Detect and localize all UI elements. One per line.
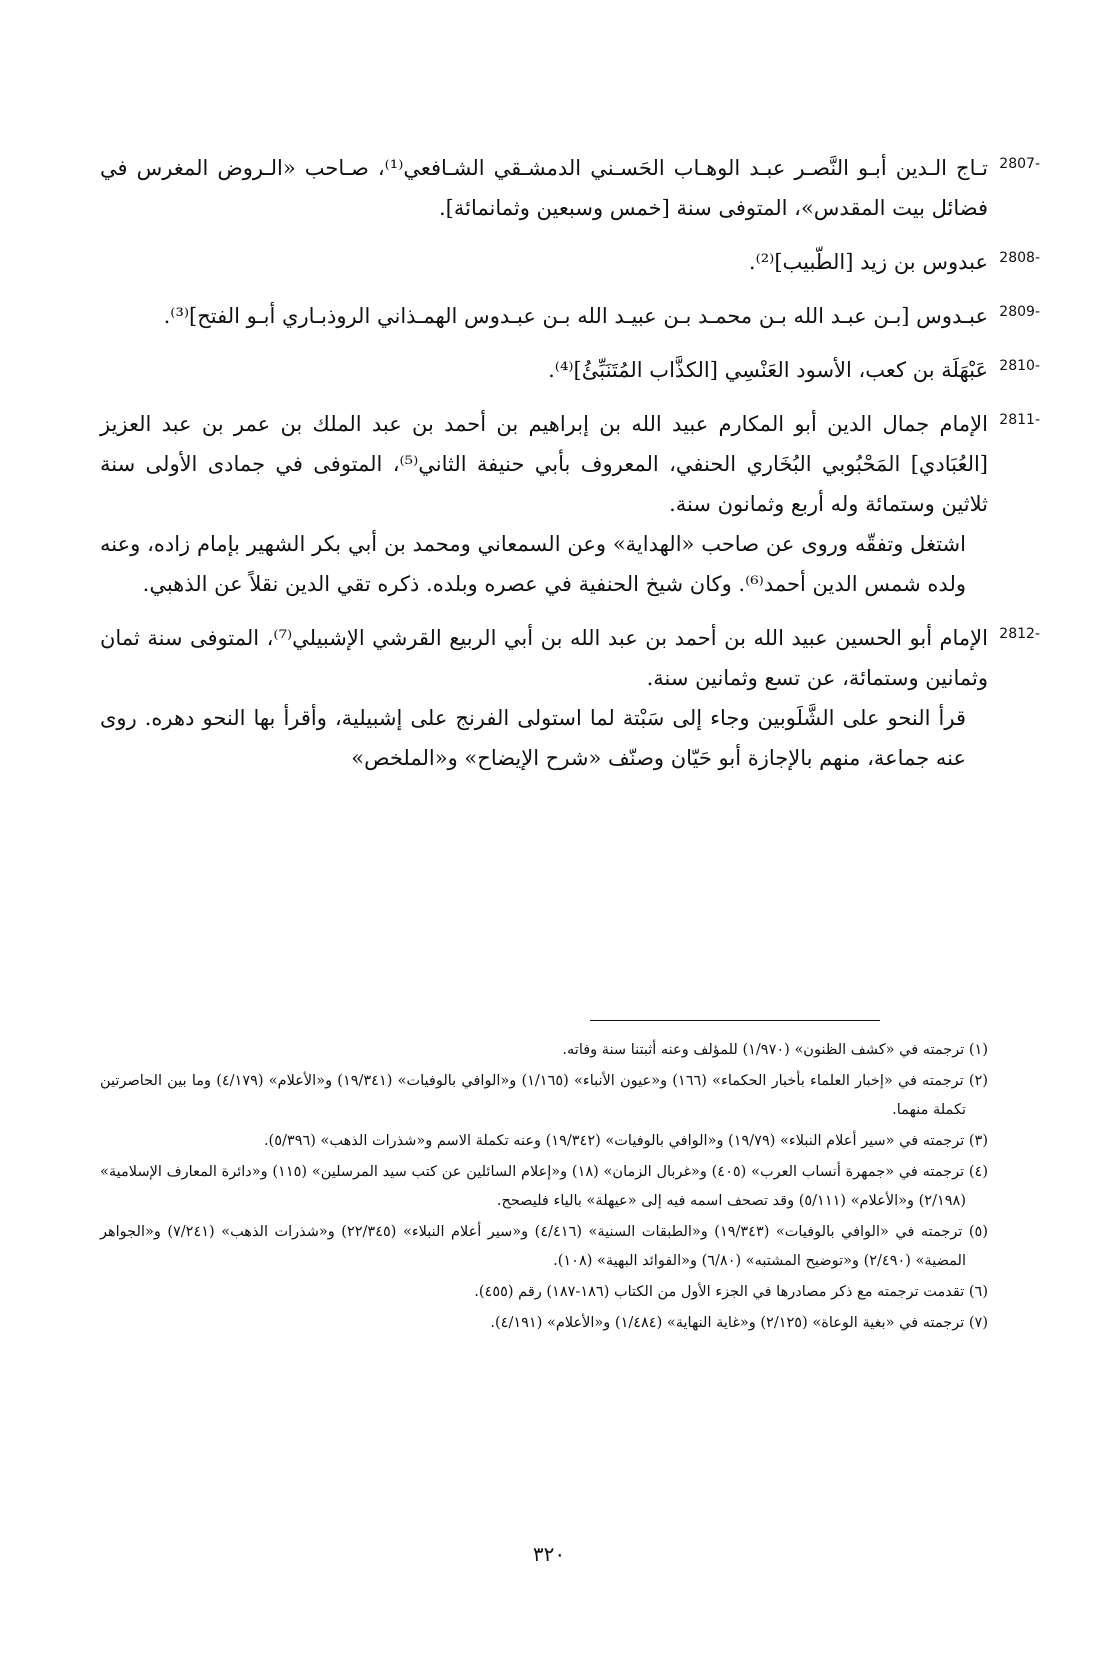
entry-2809 (100, 296, 1035, 336)
entry-text: الإمام جمال الدين أبو المكارم عبيد الله بن إبراهيم بن أحمد بن عبد الملك بن عمر بن عبد العزيز [العُبَادي] المَحْبُوبي البُخَاري الحنفي، المعروف بأبي حنيفة الثاني⁽⁵⁾، المتوفى في جمادى الأولى سنة ثلاثين وستمائة وله أربع وثمانون سنة. (100, 412, 988, 516)
footnote-6: (٦) تقدمت ترجمته مع ذكر مصادرها في الجزء الأول من الكتاب (١٨٦-١٨٧) رقم (٤٥٥). (474, 1284, 988, 1300)
entry-text: عبدوس بن زيد [الطّبيب]⁽²⁾. (748, 250, 988, 274)
entry-paragraph: قرأ النحو على الشَّلَوبين وجاء إلى سَبْتة لما استولى الفرنج على إشبيلية، وأقرأ بها النحو دهره. روى عنه جماعة، منهم بالإجازة أبو حَيّان وصنّف «شرح الإيضاح» و«الملخص» (100, 706, 966, 770)
entry-2811 (100, 404, 1035, 604)
entry-number: 2808 - (999, 250, 1040, 266)
footnote-3: (٣) ترجمته في «سير أعلام النبلاء» (١٩/٧٩) و«الوافي بالوفيات» (١٩/٣٤٢) وعنه تكملة الاسم و«شذرات الذهب» (٥/٣٩٦). (263, 1133, 988, 1149)
entry-2812 (100, 618, 1035, 778)
main-text (100, 148, 1035, 792)
entry-text: الإمام أبو الحسين عبيد الله بن أحمد بن عبد الله بن أبي الربيع القرشي الإشبيلي⁽⁷⁾، المتوفى سنة ثمان وثمانين وستمائة، عن تسع وثمانين سنة. (100, 626, 988, 690)
footnote-2: (٢) ترجمته في «إخبار العلماء بأخبار الحكماء» (١٦٦) و«عيون الأنباء» (١/١٦٥) و«الوافي بالوفيات» (١٩/٣٤١) و«الأعلام» (٤/١٧٩) وما بين الحاصرتين تكملة منهما. (100, 1073, 989, 1118)
entry-number: 2810 - (999, 358, 1040, 374)
entry-number: 2809 - (999, 304, 1040, 320)
page-number: ٣٢٠ (532, 1542, 566, 1566)
footnote-5: (٥) ترجمته في «الوافي بالوفيات» (١٩/٣٤٣) و«الطبقات السنية» (٤/٤١٦) و«سير أعلام النبلاء» (٢٢/٣٤٥) و«شذرات الذهب» (٧/٢٤١) و«الجواهر المضية» (٢/٤٩٠) و«توضيح المشتبه» (٦/٨٠) و«الفوائد البهية» (١٠٨). (100, 1224, 989, 1269)
footnote-4: (٤) ترجمته في «جمهرة أنساب العرب» (٤٠٥) و«غربال الزمان» (١٨) و«إعلام السائلين عن كتب سيد المرسلين» (١١٥) و«دائرة المعارف الإسلامية» (٢/١٩٨) و«الأعلام» (٥/١١١) وقد تصحف اسمه فيه إلى «عيهلة» بالياء فليصحح. (100, 1164, 988, 1209)
entry-number: 2812 - (999, 626, 1040, 642)
entry-text: تـاج الـدين أبـو النَّصـر عبـد الوهـاب الحَسـني الدمشـقي الشـافعي⁽¹⁾، صـاحب «الـروض المغرس في فضائل بيت المقدس»، المتوفى سنة [خمس وسبعين وثمانمائة]. (100, 156, 988, 220)
entry-2808 (100, 242, 1035, 282)
entry-2807 (100, 148, 1035, 228)
entry-text: عَبْهَلَة بن كعب، الأسود العَنْسِي [الكذَّاب المُتَنَبِّئُ]⁽⁴⁾. (548, 358, 988, 382)
entry-number: 2811 - (999, 412, 1040, 428)
entry-number: 2807 - (999, 156, 1040, 172)
entry-paragraph: اشتغل وتفقّه وروى عن صاحب «الهداية» وعن السمعاني ومحمد بن أبي بكر الشهير بإمام زاده، وعنه ولده شمس الدين أحمد⁽⁶⁾. وكان شيخ الحنفية في عصره وبلده. ذكره تقي الدين نقلاً عن الذهبي. (100, 532, 966, 596)
footnote-1: (١) ترجمته في «كشف الظنون» (١/٩٧٠) للمؤلف وعنه أثبتنا سنة وفاته. (562, 1042, 988, 1058)
entry-text: عبـدوس [بـن عبـد الله بـن محمـد بـن عبيـد الله بـن عبـدوس الهمـذاني الروذبـاري أبـو الفتح]⁽³⁾. (163, 304, 988, 328)
footnotes (100, 1036, 988, 1340)
footnote-separator (590, 1020, 880, 1021)
entry-2810 (100, 350, 1035, 390)
footnote-7: (٧) ترجمته في «بغية الوعاة» (٢/١٢٥) و«غاية النهاية» (١/٤٨٤) و«الأعلام» (٤/١٩١). (490, 1315, 988, 1331)
